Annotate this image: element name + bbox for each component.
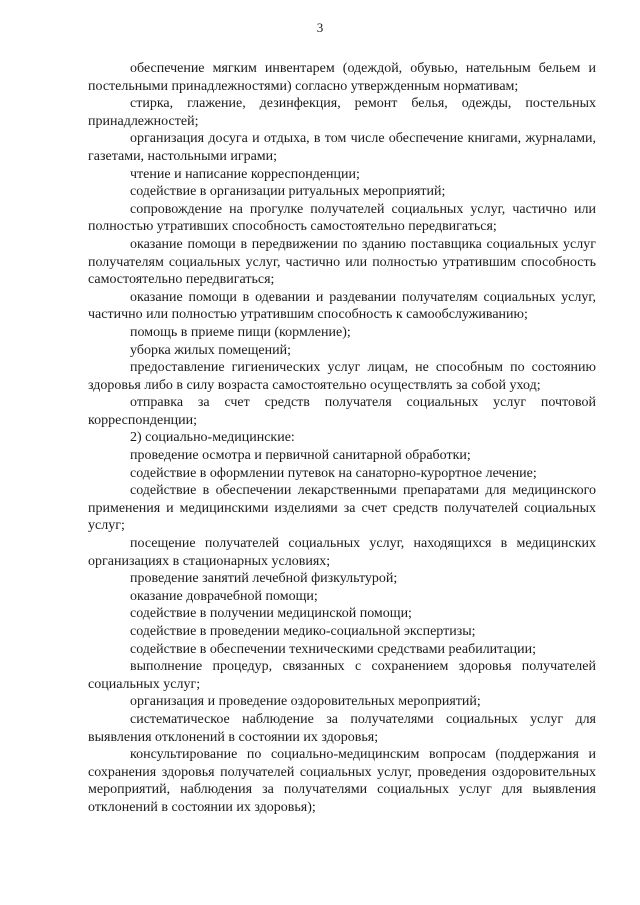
list-item: проведение осмотра и первичной санитарной обработки; bbox=[130, 448, 471, 464]
list-item: проведение занятий лечебной физкультурой; bbox=[130, 571, 398, 587]
list-item: содействие в обеспечении лекарственными препаратами для медицинского применения и медицинскими изделиями за счет средств получателей социальных услуг; bbox=[88, 483, 596, 534]
list-item: содействие в обеспечении техническими средствами реабилитации; bbox=[130, 641, 537, 657]
section-heading: 2) социально-медицинские: bbox=[130, 430, 295, 446]
list-item: помощь в приеме пищи (кормление); bbox=[130, 324, 351, 340]
list-item: отправка за счет средств получателя социальных услуг почтовой корреспонденции; bbox=[88, 395, 596, 428]
list-item: обеспечение мягким инвентарем (одеждой, обувью, нательным бельем и постельными принадлежностями) согласно утвержденным нормативам; bbox=[88, 61, 596, 94]
document-body bbox=[88, 60, 596, 817]
list-item: оказание помощи в передвижении по зданию поставщика социальных услуг получателям социальных услуг, частично или полностью утратившим способность самостоятельно передвигаться; bbox=[88, 236, 596, 288]
list-item: уборка жилых помещений; bbox=[130, 342, 291, 358]
list-item: чтение и написание корреспонденции; bbox=[130, 166, 360, 182]
list-item: предоставление гигиенических услуг лицам, не способным по состоянию здоровья либо в силу возраста самостоятельно осуществлять за собой уход; bbox=[88, 360, 596, 393]
list-item: организация досуга и отдыха, в том числе обеспечение книгами, журналами, газетами, настольными играми; bbox=[88, 131, 596, 164]
list-item: содействие в проведении медико-социальной экспертизы; bbox=[130, 624, 476, 639]
list-item: консультирование по социально-медицинским вопросам (поддержания и сохранения здоровья получателей социальных услуг, проведения оздоровительных мероприятий, наблюдения за получателями социальных услуг для выявления отклонений в состоянии их здоровья); bbox=[88, 747, 596, 815]
list-item: содействие в оформлении путевок на санаторно-курортное лечение; bbox=[130, 465, 537, 481]
list-item: стирка, глажение, дезинфекция, ремонт белья, одежды, постельных принадлежностей; bbox=[88, 96, 596, 129]
list-item: оказание помощи в одевании и раздевании получателям социальных услуг, частично или полностью утратившим способность к самообслуживанию; bbox=[88, 289, 596, 323]
list-item: оказание доврачебной помощи; bbox=[130, 588, 318, 604]
list-item: сопровождение на прогулке получателей социальных услуг, частично или полностью утративших способность самостоятельно передвигаться; bbox=[88, 201, 596, 235]
page-number: 3 bbox=[316, 20, 324, 35]
list-item: содействие в получении медицинской помощи; bbox=[130, 606, 412, 622]
list-item: организация и проведение оздоровительных мероприятий; bbox=[130, 694, 481, 710]
list-item: посещение получателей социальных услуг, находящихся в медицинских организациях в стационарных условиях; bbox=[88, 536, 596, 569]
list-item: систематическое наблюдение за получателями социальных услуг для выявления отклонений в состоянии их здоровья; bbox=[88, 711, 596, 745]
list-item: выполнение процедур, связанных с сохранением здоровья получателей социальных услуг; bbox=[88, 659, 596, 692]
list-item: содействие в организации ритуальных мероприятий; bbox=[130, 184, 446, 200]
